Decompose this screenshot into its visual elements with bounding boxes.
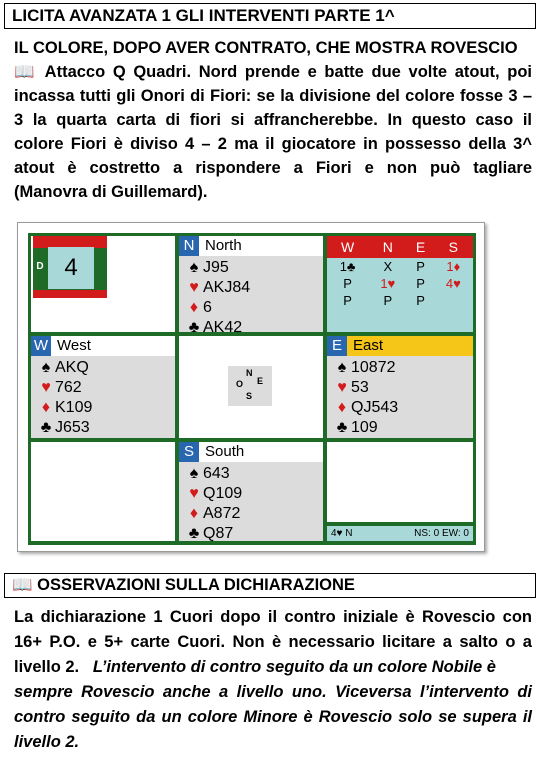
page-title: LICITA AVANZATA 1 GLI INTERVENTI PARTE 1^ [4, 3, 536, 29]
west-hand [31, 336, 175, 438]
seat-badge: E [327, 336, 347, 356]
club-holding: 109 [351, 419, 378, 436]
obs-line: La dichiarazione 1 Cuori dopo il contro iniziale è Rovescio con [14, 608, 532, 626]
board-grid [28, 233, 476, 545]
intro-line: atout è costretto a rispondere a Fiori e non può tagliare [14, 159, 532, 177]
spade-icon: ♠ [337, 359, 347, 376]
diamond-icon: ♦ [337, 399, 347, 416]
obs-italic-line: contro seguito da un colore Minore è Rovescio solo se supera il [14, 708, 532, 726]
compass-south: S [246, 391, 253, 401]
spade-icon: ♠ [41, 359, 51, 376]
diamond-holding: 6 [203, 299, 212, 316]
diamond-holding: QJ543 [351, 399, 399, 416]
intro-line: (Manovra di Guillemard). [14, 183, 208, 201]
heart-icon: ♥ [189, 279, 199, 296]
intro-line: 📖 Attacco Q Quadri. Nord prende e batte due volte atout, poi [14, 63, 532, 81]
board-number: 4 [48, 247, 94, 289]
seat-badge: N [179, 236, 199, 256]
player-name: East [353, 337, 384, 354]
obs-line-start: livello 2. [14, 658, 80, 676]
club-icon: ♣ [188, 525, 200, 542]
heart-holding: AKJ84 [203, 279, 251, 296]
spade-holding: 10872 [351, 359, 396, 376]
bid: 4♥ [445, 276, 461, 291]
heart-icon: ♥ [41, 379, 51, 396]
table-center [179, 336, 323, 438]
bid: P [416, 259, 425, 274]
auction-header: S [434, 236, 473, 258]
compass-north: N [246, 368, 253, 378]
club-icon: ♣ [336, 419, 348, 436]
obs-line: 16+ P.O. e 5+ carte Cuori. Non è necessario licitare a salto o a [14, 633, 532, 651]
auction-table [327, 236, 473, 332]
north-hand [179, 236, 323, 336]
south-hand [179, 442, 323, 541]
player-name: North [205, 237, 242, 254]
heart-icon: ♥ [337, 379, 347, 396]
club-holding: J653 [55, 419, 90, 436]
auction-header: W [327, 236, 368, 258]
diamond-holding: K109 [55, 399, 93, 416]
auction-header: N [368, 236, 407, 258]
observations-title: 📖 OSSERVAZIONI SULLA DICHIARAZIONE [4, 573, 536, 598]
club-icon: ♣ [188, 319, 200, 336]
contract: 4♥ N [331, 528, 353, 539]
compass-west: O [236, 379, 244, 389]
spade-icon: ♠ [189, 259, 199, 276]
club-holding: AK42 [203, 319, 243, 336]
compass-east: E [257, 376, 264, 386]
heart-holding: 762 [55, 379, 82, 396]
obs-line [14, 655, 532, 679]
bid: 1♦ [446, 259, 461, 274]
empty-panel [31, 442, 175, 541]
seat-badge: S [179, 442, 199, 462]
intro-line: 3 la quarta carta di fiori si affrancherebbe. In questo caso il [14, 111, 532, 129]
spade-holding: J95 [203, 259, 229, 276]
player-name: West [57, 337, 91, 354]
spade-holding: 643 [203, 465, 230, 482]
section-subtitle: IL COLORE, DOPO AVER CONTRATO, CHE MOSTRA ROVESCIO [14, 39, 518, 57]
bid: P [343, 276, 352, 291]
score: NS: 0 EW: 0 [414, 528, 469, 539]
compass [228, 366, 272, 406]
player-name: South [205, 443, 245, 460]
dealer-label: D [36, 261, 44, 272]
board-number-panel [31, 236, 175, 332]
seat-badge: W [31, 336, 51, 356]
bid: P [343, 293, 352, 308]
heart-holding: 53 [351, 379, 369, 396]
bid [434, 292, 473, 309]
club-holding: Q87 [203, 525, 234, 542]
intro-line: incassa tutti gli Onori di Fiori: se la divisione del colore fosse 3 – [14, 87, 532, 105]
obs-line-italic: L’intervento di contro seguito da un colore Nobile è [92, 658, 496, 676]
bid: X [383, 259, 393, 274]
intro-line: colore Fiori è diviso 4 – 2 ma il giocatore in possesso della 3^ [14, 135, 532, 153]
bid: P [416, 293, 425, 308]
result-panel [327, 442, 473, 541]
bid: 1♥ [380, 276, 396, 291]
east-hand [327, 336, 473, 438]
heart-icon: ♥ [189, 485, 199, 502]
bridge-board [17, 222, 485, 552]
diamond-icon: ♦ [41, 399, 51, 416]
obs-italic-line: sempre Rovescio anche a livello uno. Viceversa l’intervento di [14, 683, 532, 701]
club-icon: ♣ [40, 419, 52, 436]
spade-holding: AKQ [55, 359, 89, 376]
diamond-icon: ♦ [189, 505, 199, 522]
bid: 1♣ [339, 259, 356, 274]
bid: P [416, 276, 425, 291]
obs-italic-line: livello 2. [14, 733, 80, 751]
heart-holding: Q109 [203, 485, 243, 502]
spade-icon: ♠ [189, 465, 199, 482]
diamond-holding: A872 [203, 505, 241, 522]
auction-header: E [407, 236, 433, 258]
diamond-icon: ♦ [189, 299, 199, 316]
bid: P [383, 293, 393, 308]
